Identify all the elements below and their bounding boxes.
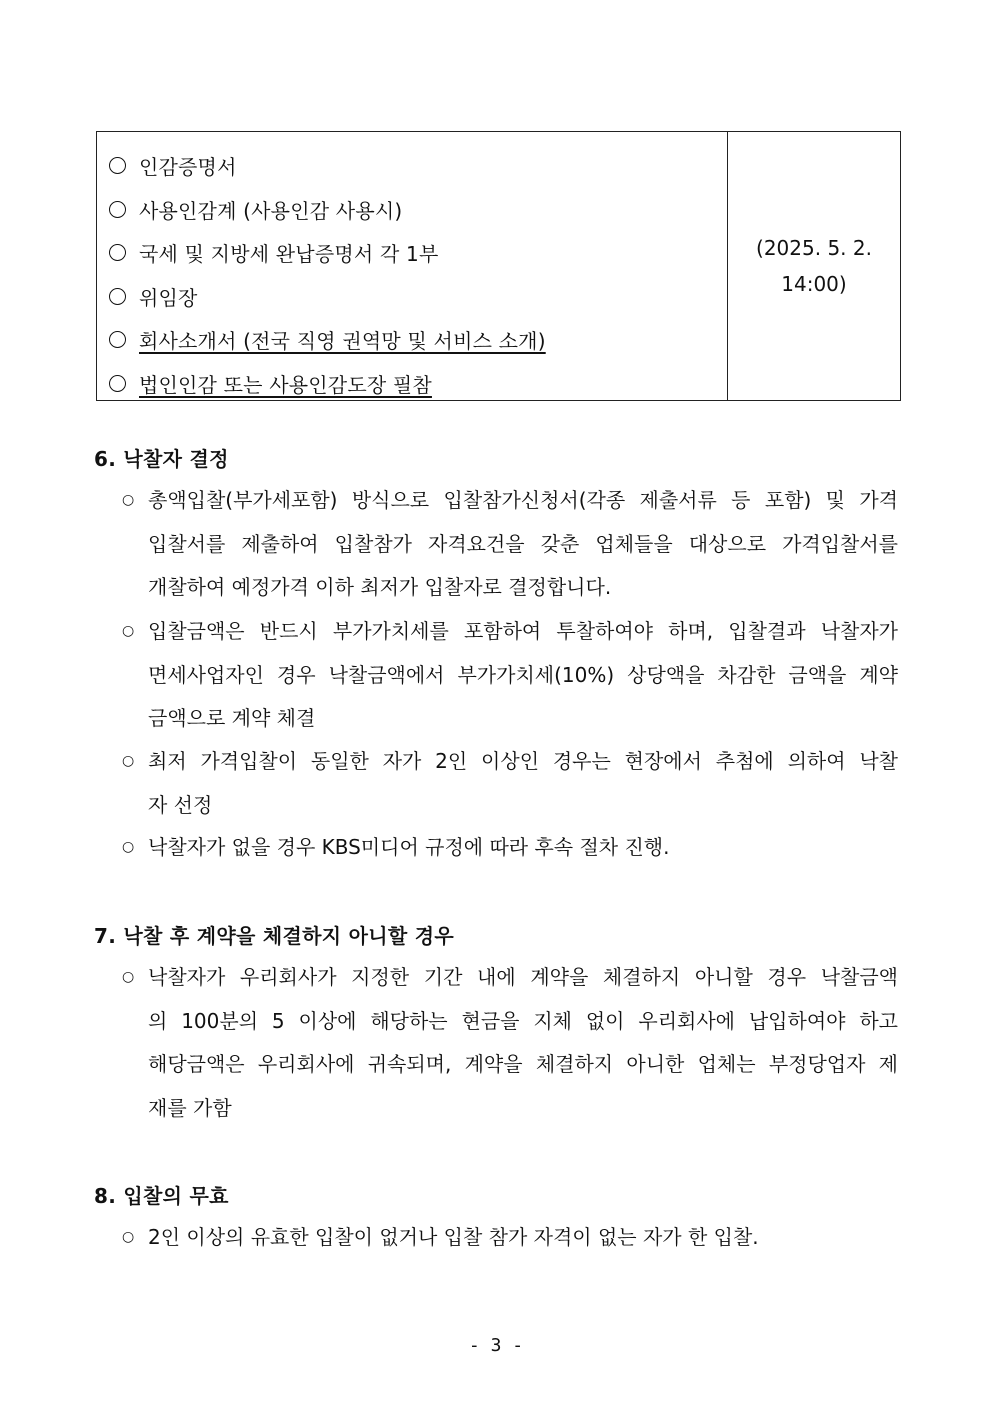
submission-deadline-cell bbox=[728, 132, 900, 400]
document-item-label: 회사소개서 (전국 직영 권역망 및 서비스 소개) bbox=[139, 329, 546, 354]
paragraph-line: 총액입찰(부가세포함) 방식으로 입찰참가신청서(각종 제출서류 등 포함) 및 가격 bbox=[148, 488, 898, 512]
circle-bullet-icon bbox=[109, 201, 126, 218]
section-6-bullet-3 bbox=[122, 740, 898, 827]
paragraph-line: 재를 가함 bbox=[148, 1095, 232, 1120]
document-item-label: 국세 및 지방세 완납증명서 각 1부 bbox=[139, 242, 439, 267]
document-item bbox=[109, 318, 727, 362]
section-6-bullet-1 bbox=[122, 479, 898, 610]
bullet-mark-icon: ○ bbox=[122, 753, 135, 769]
required-documents-list bbox=[97, 132, 728, 400]
deadline-time: 14:00) bbox=[781, 272, 847, 296]
paragraph-line: 최저 가격입찰이 동일한 자가 2인 이상인 경우는 현장에서 추첨에 의하여 낙찰 bbox=[148, 749, 898, 773]
document-item-label: 위임장 bbox=[139, 285, 198, 310]
paragraph-line: 면세사업자인 경우 낙찰금액에서 부가가치세(10%) 상당액을 차감한 금액을 계약 bbox=[148, 662, 898, 687]
circle-bullet-icon bbox=[109, 331, 126, 348]
document-item-label: 사용인감계 (사용인감 사용시) bbox=[139, 198, 403, 223]
paragraph-line: 의 100분의 5 이상에 해당하는 현금을 지체 없이 우리회사에 납입하여야 하고 bbox=[148, 1008, 898, 1033]
document-item bbox=[109, 188, 727, 232]
document-item bbox=[109, 275, 727, 319]
section-6-bullet-2 bbox=[122, 610, 898, 741]
paragraph-line: 낙찰자가 우리회사가 지정한 기간 내에 계약을 체결하지 아니할 경우 낙찰금액 bbox=[148, 965, 898, 989]
bullet-mark-icon: ○ bbox=[122, 969, 135, 985]
section-8-bullet-1 bbox=[122, 1216, 898, 1260]
paragraph-line: 낙찰자가 없을 경우 KBS미디어 규정에 따라 후속 절차 진행. bbox=[148, 835, 670, 859]
document-item bbox=[109, 231, 727, 275]
bullet-mark-icon: ○ bbox=[122, 492, 135, 508]
deadline-date: (2025. 5. 2. bbox=[756, 236, 872, 260]
paragraph-line: 입찰금액은 반드시 부가가치세를 포함하여 투찰하여야 하며, 입찰결과 낙찰자가 bbox=[148, 619, 898, 643]
section-6-bullet-4 bbox=[122, 826, 898, 870]
circle-bullet-icon bbox=[109, 157, 126, 174]
paragraph-line: 금액으로 계약 체결 bbox=[148, 706, 316, 730]
paragraph-line: 자 선정 bbox=[148, 792, 213, 817]
paragraph-line: 2인 이상의 유효한 입찰이 없거나 입찰 참가 자격이 없는 자가 한 입찰. bbox=[148, 1225, 759, 1249]
circle-bullet-icon bbox=[109, 288, 126, 305]
section-7-heading: 7. 낙찰 후 계약을 체결하지 아니할 경우 bbox=[94, 924, 454, 948]
bullet-mark-icon: ○ bbox=[122, 1229, 135, 1245]
bullet-mark-icon: ○ bbox=[122, 839, 135, 855]
paragraph-line: 해당금액은 우리회사에 귀속되며, 계약을 체결하지 아니한 업체는 부정당업자 제 bbox=[148, 1052, 898, 1076]
document-item bbox=[109, 362, 727, 406]
section-6-heading: 6. 낙찰자 결정 bbox=[94, 447, 229, 471]
section-7-bullet-1 bbox=[122, 956, 898, 1130]
paragraph-line: 입찰서를 제출하여 입찰참가 자격요건을 갖춘 업체들을 대상으로 가격입찰서를 bbox=[148, 531, 898, 556]
circle-bullet-icon bbox=[109, 244, 126, 261]
required-documents-table bbox=[96, 131, 901, 401]
document-item-label: 인감증명서 bbox=[139, 155, 237, 180]
document-item-label: 법인인감 또는 사용인감도장 필참 bbox=[139, 372, 432, 397]
paragraph-line: 개찰하여 예정가격 이하 최저가 입찰자로 결정합니다. bbox=[148, 575, 612, 599]
page-number: - 3 - bbox=[468, 1335, 524, 1356]
section-8-heading: 8. 입찰의 무효 bbox=[94, 1184, 229, 1208]
document-item bbox=[109, 144, 727, 188]
bullet-mark-icon: ○ bbox=[122, 623, 135, 639]
circle-bullet-icon bbox=[109, 375, 126, 392]
